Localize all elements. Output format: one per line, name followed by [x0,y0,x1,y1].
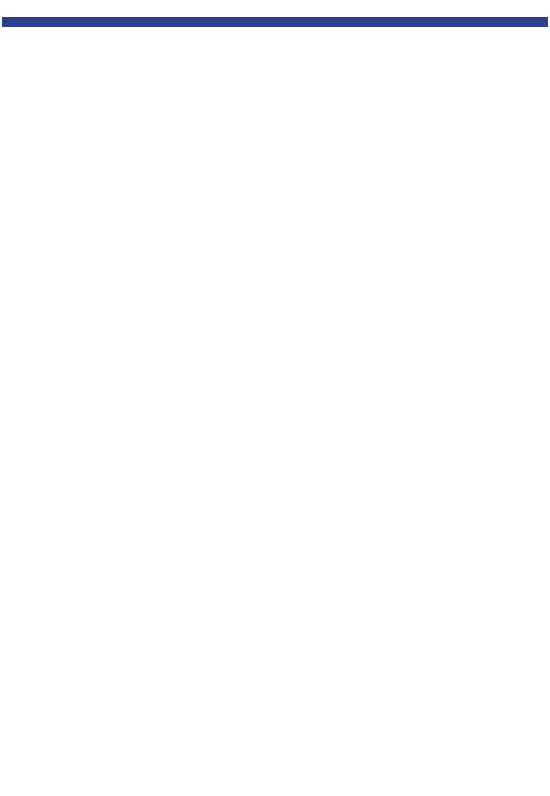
rate-table [2,17,548,27]
table-header [2,17,548,27]
